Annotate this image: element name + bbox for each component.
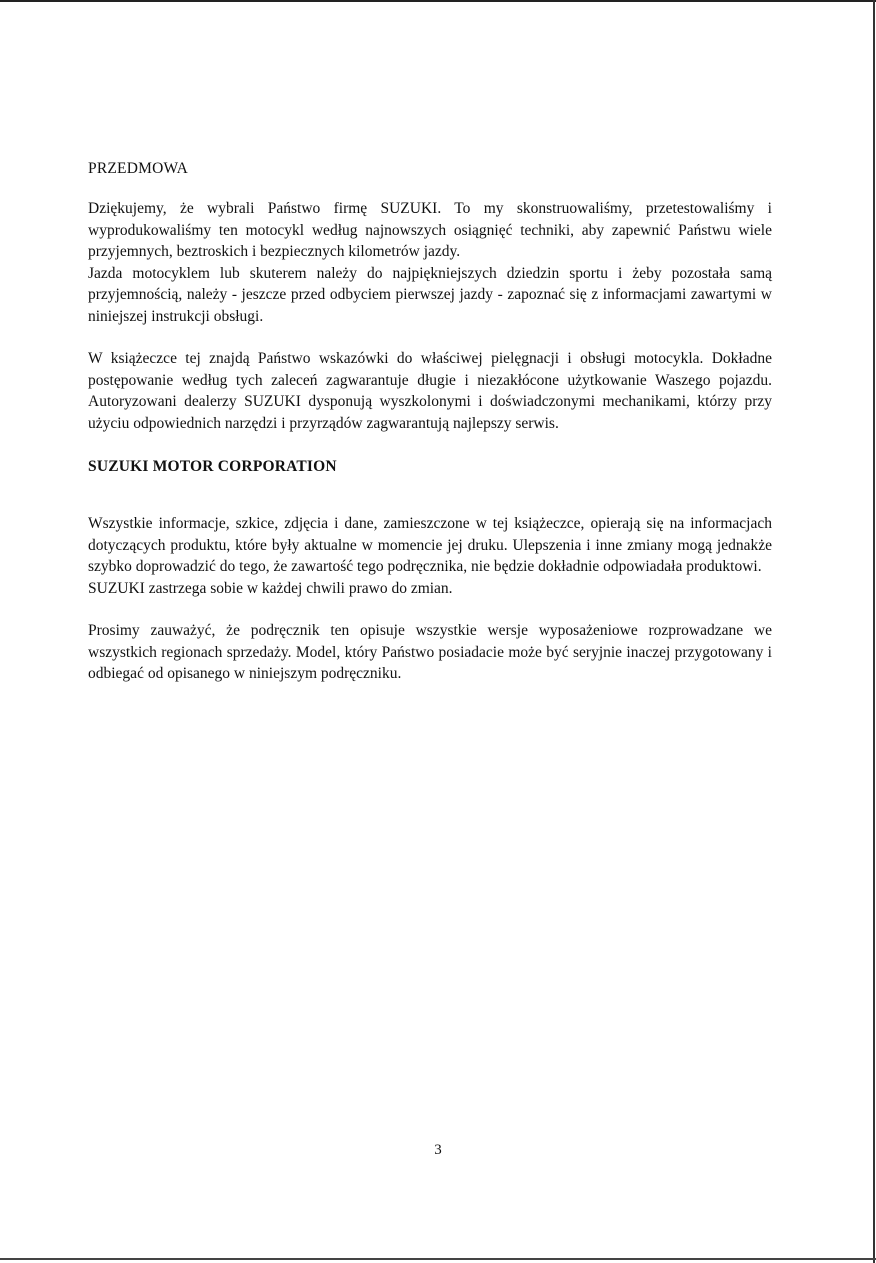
intro-paragraph-3: W książeczce tej znajdą Państwo wskazówki do właściwej pielęgnacji i obsługi motocykla. Dokładne postępowanie według tych zaleceń zagwarantuje długie i niezakłócone użytkowanie Waszego pojazdu. Autoryzowani dealerzy SUZUKI dysponują wyszkolonymi i doświadczonymi mechanikami, którzy przy użyciu odpowiednich narzędzi i przyrządów zagwarantują najlepszy serwis. bbox=[88, 350, 772, 432]
document-body bbox=[88, 158, 772, 685]
page-number: 3 bbox=[434, 1142, 442, 1158]
disclaimer-paragraph-3: Prosimy zauważyć, że podręcznik ten opisuje wszystkie wersje wyposażeniowe rozprowadzane we wszystkich regionach sprzedaży. Model, który Państwo posiadacie może być seryjnie inaczej przygotowany i odbiegać od opisanego w niniejszym podręczniku. bbox=[88, 622, 772, 682]
scan-edge-right bbox=[873, 0, 875, 1263]
company-heading: SUZUKI MOTOR CORPORATION bbox=[88, 458, 337, 475]
disclaimer-paragraph-2: SUZUKI zastrzega sobie w każdej chwili prawo do zmian. bbox=[88, 579, 453, 597]
intro-paragraph-2: Jazda motocyklem lub skuterem należy do najpiękniejszych dziedzin sportu i żeby pozostała samą przyjemnością, należy - jeszcze przed odbyciem pierwszej jazdy - zapoznać się z informacjami zawartymi w niniejszej instrukcji obsługi. bbox=[88, 264, 772, 325]
intro-paragraph-1: Dziękujemy, że wybrali Państwo firmę SUZUKI. To my skonstruowaliśmy, przetestowaliśmy i wyprodukowaliśmy ten motocykl według najnowszych osiągnięć techniki, aby zapewnić Państwu wiele przyjemnych, beztroskich i bezpiecznych kilometrów jazdy. bbox=[88, 200, 772, 260]
scan-edge-top bbox=[0, 0, 876, 2]
scan-edge-bottom bbox=[0, 1258, 876, 1260]
page-title: PRZEDMOWA bbox=[88, 160, 188, 177]
disclaimer-paragraph-1: Wszystkie informacje, szkice, zdjęcia i dane, zamieszczone w tej książeczce, opierają się na informacjach dotyczących produktu, które były aktualne w momencie jej druku. Ulepszenia i inne zmiany mogą jednakże szybko doprowadzić do tego, że zawartość tego podręcznika, nie będzie dokładnie odpowiadała produktowi. bbox=[88, 515, 772, 575]
